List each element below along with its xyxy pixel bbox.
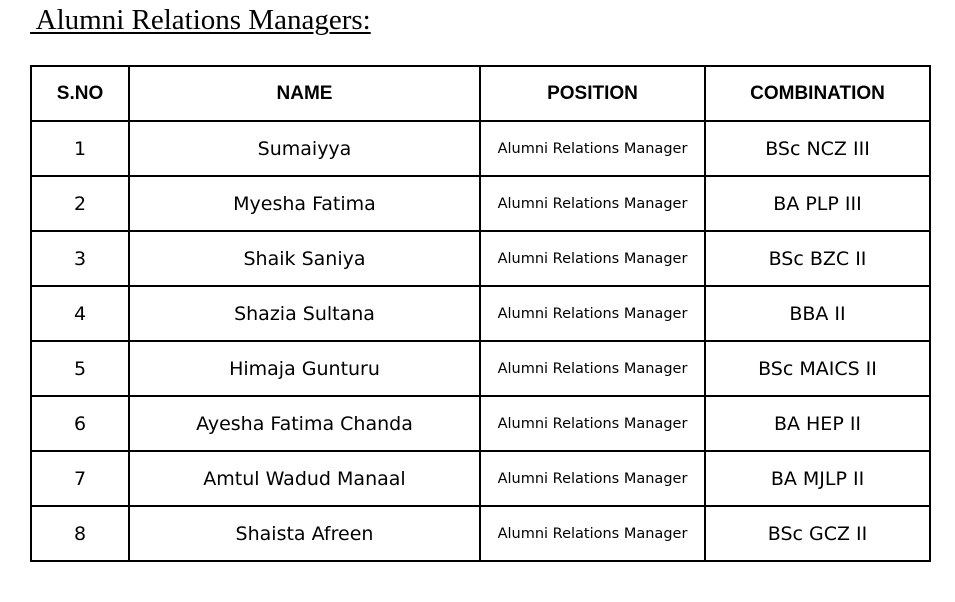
- cell-position: Alumni Relations Manager: [480, 341, 705, 396]
- cell-position: Alumni Relations Manager: [480, 121, 705, 176]
- header-sno: S.NO: [31, 66, 129, 121]
- cell-position: Alumni Relations Manager: [480, 286, 705, 341]
- page-title: Alumni Relations Managers:: [30, 4, 371, 36]
- table-body: [31, 121, 930, 561]
- cell-position: Alumni Relations Manager: [480, 231, 705, 286]
- header-row: [31, 66, 930, 121]
- cell-sno: 7: [31, 451, 129, 506]
- cell-sno: 1: [31, 121, 129, 176]
- cell-position: Alumni Relations Manager: [480, 396, 705, 451]
- table-row: [31, 341, 930, 396]
- cell-name: Ayesha Fatima Chanda: [129, 396, 480, 451]
- cell-combination: BA HEP II: [705, 396, 930, 451]
- table-header: [31, 66, 930, 121]
- table-row: [31, 231, 930, 286]
- cell-name: Amtul Wadud Manaal: [129, 451, 480, 506]
- cell-sno: 6: [31, 396, 129, 451]
- cell-name: Shaista Afreen: [129, 506, 480, 561]
- table-row: [31, 286, 930, 341]
- cell-name: Shaik Saniya: [129, 231, 480, 286]
- cell-sno: 4: [31, 286, 129, 341]
- cell-name: Sumaiyya: [129, 121, 480, 176]
- table-row: [31, 451, 930, 506]
- cell-position: Alumni Relations Manager: [480, 451, 705, 506]
- cell-sno: 8: [31, 506, 129, 561]
- cell-sno: 2: [31, 176, 129, 231]
- cell-sno: 3: [31, 231, 129, 286]
- header-name: NAME: [129, 66, 480, 121]
- cell-combination: BSc BZC II: [705, 231, 930, 286]
- cell-name: Himaja Gunturu: [129, 341, 480, 396]
- cell-combination: BSc NCZ III: [705, 121, 930, 176]
- table-row: [31, 396, 930, 451]
- cell-name: Shazia Sultana: [129, 286, 480, 341]
- cell-combination: BA MJLP II: [705, 451, 930, 506]
- cell-position: Alumni Relations Manager: [480, 506, 705, 561]
- header-position: POSITION: [480, 66, 705, 121]
- table-row: [31, 121, 930, 176]
- cell-combination: BBA II: [705, 286, 930, 341]
- cell-name: Myesha Fatima: [129, 176, 480, 231]
- cell-combination: BA PLP III: [705, 176, 930, 231]
- table-row: [31, 506, 930, 561]
- cell-combination: BSc MAICS II: [705, 341, 930, 396]
- header-combination: COMBINATION: [705, 66, 930, 121]
- table-row: [31, 176, 930, 231]
- managers-table: [30, 65, 931, 562]
- cell-combination: BSc GCZ II: [705, 506, 930, 561]
- cell-sno: 5: [31, 341, 129, 396]
- cell-position: Alumni Relations Manager: [480, 176, 705, 231]
